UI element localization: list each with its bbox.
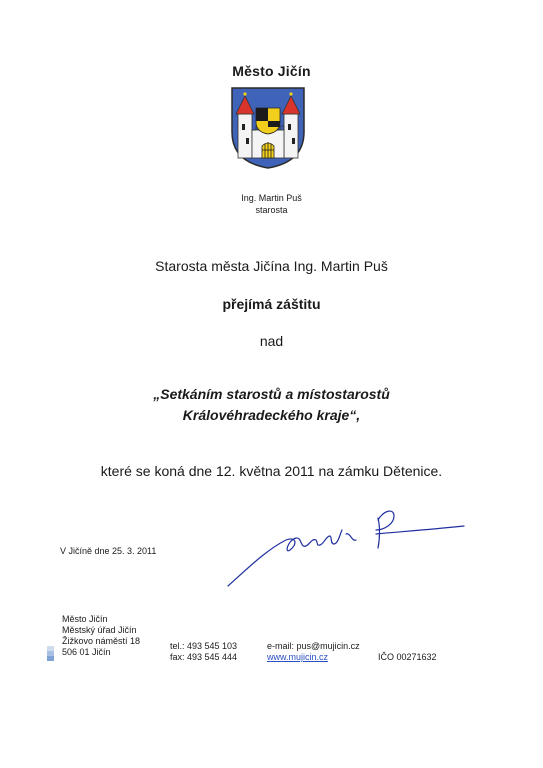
footer-address — [62, 614, 140, 658]
footer-phone — [170, 641, 237, 663]
place-date: V Jičíně dne 25. 3. 2011 — [60, 546, 157, 556]
coat-of-arms-icon — [228, 86, 308, 170]
over-text: nad — [259, 333, 284, 349]
footer-fax: fax: 493 545 444 — [170, 652, 238, 662]
footer-org: Město Jičín — [62, 614, 108, 624]
footer-tel: tel.: 493 545 103 — [170, 641, 238, 651]
footer-email[interactable]: e-mail: pus@mujicin.cz — [267, 641, 360, 651]
city-title: Město Jičín — [232, 63, 311, 79]
footer-square-dark — [47, 656, 54, 661]
footer-street: Žižkovo náměstí 18 — [62, 636, 141, 646]
event-info: které se koná dne 12. května 2011 na zámku Dětenice. — [100, 463, 443, 479]
footer-web-link[interactable]: www.mujicin.cz — [267, 652, 329, 662]
signature-image — [226, 500, 466, 592]
footer-contact — [267, 641, 360, 663]
event-name-line1: „Setkáním starostů a místostarostů — [153, 386, 390, 402]
mayor-name: Ing. Martin Puš — [241, 193, 302, 203]
patronage-text: přejímá záštitu — [222, 296, 321, 312]
event-name-line2: Královéhradeckého kraje“, — [182, 407, 361, 423]
footer-zip-city: 506 01 Jičín — [62, 647, 111, 657]
footer-office: Městský úřad Jičín — [62, 625, 137, 635]
footer-ico: IČO 00271632 — [378, 652, 437, 662]
intro-text: Starosta města Jičína Ing. Martin Puš — [155, 258, 388, 274]
mayor-role: starosta — [255, 205, 288, 215]
